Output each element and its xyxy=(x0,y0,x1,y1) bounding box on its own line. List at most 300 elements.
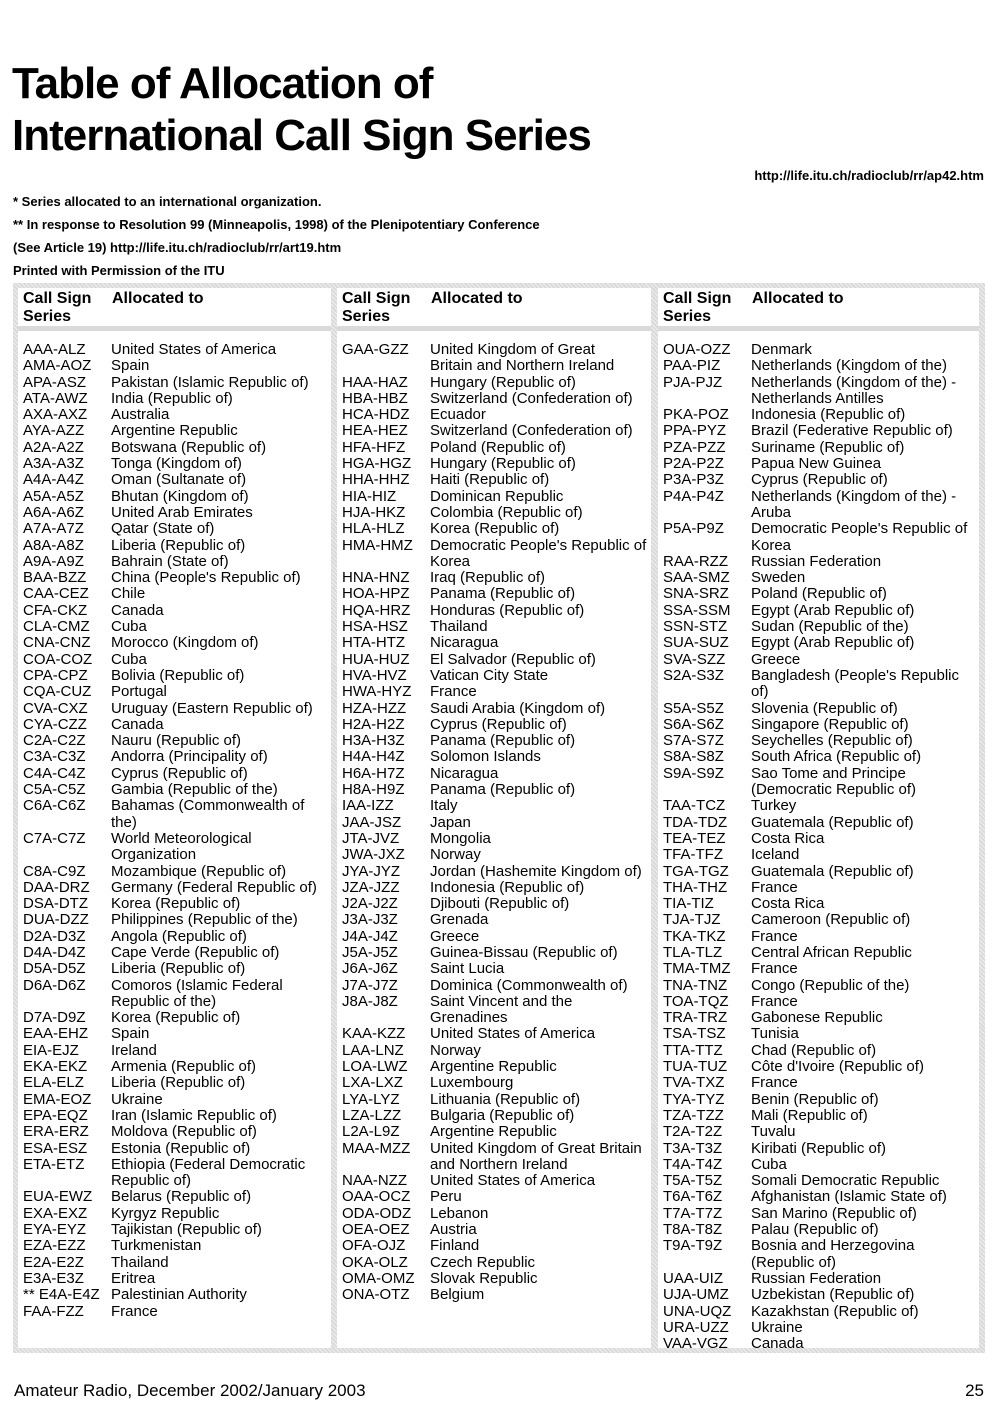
call-sign-series: P4A-P4Z xyxy=(663,487,724,505)
table-row xyxy=(18,375,331,391)
note-line: (See Article 19) http://life.itu.ch/radioclub/rr/art19.htm xyxy=(13,240,342,255)
call-sign-series: S5A-S5Z xyxy=(663,699,724,717)
allocated-to: Korea (Republic of) xyxy=(111,895,241,913)
allocated-to: Belgium xyxy=(430,1286,485,1304)
call-sign-series: TAA-TCZ xyxy=(663,797,726,815)
call-sign-series: FAA-FZZ xyxy=(23,1302,84,1320)
table-row xyxy=(337,1238,651,1254)
allocated-to: Turkey xyxy=(751,797,797,815)
table-row xyxy=(18,1010,331,1026)
allocated-to: Luxembourg xyxy=(430,1074,514,1092)
table-row xyxy=(18,358,331,374)
allocated-to: Chile xyxy=(111,585,146,603)
table-row xyxy=(337,570,651,586)
call-sign-series: T3A-T3Z xyxy=(663,1139,723,1157)
table-row xyxy=(658,1238,979,1271)
call-sign-series: HFA-HFZ xyxy=(342,438,406,456)
allocated-to: Congo (Republic of the) xyxy=(751,976,910,994)
table-row xyxy=(658,440,979,456)
allocation-table xyxy=(13,283,985,1353)
allocated-to: Greece xyxy=(430,927,480,945)
allocated-to: Spain xyxy=(111,1025,150,1043)
allocated-to: San Marino (Republic of) xyxy=(751,1204,917,1222)
allocated-to: Netherlands (Kingdom of the) xyxy=(751,357,947,375)
table-row xyxy=(337,717,651,733)
allocated-to: Seychelles (Republic of) xyxy=(751,732,913,750)
call-sign-series: T8A-T8Z xyxy=(663,1221,723,1239)
call-sign-series: TUA-TUZ xyxy=(663,1058,728,1076)
table-row xyxy=(18,489,331,505)
allocated-to: Saint Lucia xyxy=(430,960,505,978)
allocated-to: Guatemala (Republic of) xyxy=(751,813,914,831)
allocated-to: Japan xyxy=(430,813,471,831)
call-sign-series: E2A-E2Z xyxy=(23,1253,84,1271)
call-sign-series: CFA-CKZ xyxy=(23,601,88,619)
call-sign-series: J3A-J3Z xyxy=(342,911,398,929)
table-row xyxy=(337,912,651,928)
allocated-to: Panama (Republic of) xyxy=(430,732,576,750)
call-sign-series: ERA-ERZ xyxy=(23,1123,89,1141)
table-row xyxy=(337,1043,651,1059)
allocated-to: Hungary (Republic of) xyxy=(430,373,576,391)
allocated-to: Canada xyxy=(751,1335,804,1353)
call-sign-series: HGA-HGZ xyxy=(342,455,412,473)
allocated-to: Russian Federation xyxy=(751,1269,882,1287)
call-sign-series: BAA-BZZ xyxy=(23,569,87,587)
header-call-sign-series: Call Sign Series xyxy=(663,290,732,325)
table-row xyxy=(658,342,979,358)
table-row xyxy=(337,358,651,374)
allocated-to: Democratic People's Republic of Korea xyxy=(430,536,647,570)
table-row xyxy=(337,521,651,537)
call-sign-series: SUA-SUZ xyxy=(663,634,729,652)
call-sign-series: PJA-PJZ xyxy=(663,373,723,391)
table-row xyxy=(337,342,651,358)
call-sign-series: J2A-J2Z xyxy=(342,895,398,913)
allocated-to: Thailand xyxy=(111,1253,169,1271)
call-sign-series: A2A-A2Z xyxy=(23,438,84,456)
allocated-to: Liberia (Republic of) xyxy=(111,536,246,554)
table-row xyxy=(658,668,979,701)
table-row xyxy=(337,619,651,635)
footer-publication: Amateur Radio, December 2002/January 2003 xyxy=(14,1381,366,1400)
table-row xyxy=(337,880,651,896)
call-sign-series: A9A-A9Z xyxy=(23,552,84,570)
call-sign-series: GAA-GZZ xyxy=(342,341,409,358)
table-row xyxy=(658,717,979,733)
table-rows xyxy=(337,331,651,1304)
table-row xyxy=(658,635,979,651)
allocated-to: Dominican Republic xyxy=(430,487,564,505)
call-sign-series: T6A-T6Z xyxy=(663,1188,723,1206)
allocated-to: Cyprus (Republic of) xyxy=(430,715,567,733)
table-row xyxy=(658,896,979,912)
allocated-to: Dominica (Commonwealth of) xyxy=(430,976,628,994)
allocated-to: Guinea-Bissau (Republic of) xyxy=(430,943,618,961)
table-row xyxy=(337,733,651,749)
allocated-to: Nicaragua xyxy=(430,634,499,652)
allocated-to: Korea (Republic of) xyxy=(430,520,560,538)
table-row xyxy=(337,668,651,684)
table-row xyxy=(18,472,331,488)
table-row xyxy=(18,912,331,928)
allocated-to: Bahrain (State of) xyxy=(111,552,229,570)
allocated-to: Vatican City State xyxy=(430,666,549,684)
table-row xyxy=(658,603,979,619)
table-row xyxy=(337,766,651,782)
table-row xyxy=(658,375,979,408)
allocated-to: Norway xyxy=(430,1041,481,1059)
allocated-to: Germany (Federal Republic of) xyxy=(111,878,317,896)
table-row xyxy=(337,1059,651,1075)
call-sign-series: P5A-P9Z xyxy=(663,520,724,538)
call-sign-series: TJA-TJZ xyxy=(663,911,721,929)
allocated-to: Uzbekistan (Republic of) xyxy=(751,1286,915,1304)
call-sign-series: H6A-H7Z xyxy=(342,764,405,782)
allocated-to: Suriname (Republic of) xyxy=(751,438,905,456)
call-sign-series: EMA-EOZ xyxy=(23,1090,92,1108)
table-row xyxy=(18,440,331,456)
allocated-to: Poland (Republic of) xyxy=(751,585,887,603)
table-row xyxy=(658,929,979,945)
call-sign-series: C4A-C4Z xyxy=(23,764,86,782)
table-row xyxy=(658,489,979,522)
table-row xyxy=(18,798,331,831)
call-sign-series: ODA-ODZ xyxy=(342,1204,412,1222)
call-sign-series: SVA-SZZ xyxy=(663,650,726,668)
table-row xyxy=(18,896,331,912)
allocated-to: Canada xyxy=(111,601,164,619)
call-sign-series: DAA-DRZ xyxy=(23,878,90,896)
allocated-to: Finland xyxy=(430,1237,480,1255)
table-row xyxy=(18,1108,331,1124)
call-sign-series: E3A-E3Z xyxy=(23,1269,84,1287)
call-sign-series: T5A-T5Z xyxy=(663,1172,723,1190)
call-sign-series: LYA-LYZ xyxy=(342,1090,400,1108)
call-sign-series: TOA-TQZ xyxy=(663,992,729,1010)
allocated-to: France xyxy=(751,878,798,896)
allocated-to: Cyprus (Republic of) xyxy=(111,764,248,782)
column-header xyxy=(337,288,651,331)
allocated-to: Gabonese Republic xyxy=(751,1009,883,1027)
allocated-to: Solomon Islands xyxy=(430,748,541,766)
table-row xyxy=(658,945,979,961)
call-sign-series: OAA-OCZ xyxy=(342,1188,411,1206)
call-sign-series: S6A-S6Z xyxy=(663,715,724,733)
call-sign-series: HOA-HPZ xyxy=(342,585,410,603)
allocated-to: Saudi Arabia (Kingdom of) xyxy=(430,699,606,717)
call-sign-series: HCA-HDZ xyxy=(342,406,410,424)
table-row xyxy=(658,994,979,1010)
allocated-to: Nicaragua xyxy=(430,764,499,782)
table-row xyxy=(18,635,331,651)
table-row xyxy=(18,407,331,423)
table-row xyxy=(337,1287,651,1303)
allocated-to: Indonesia (Republic of) xyxy=(430,878,585,896)
call-sign-series: A6A-A6Z xyxy=(23,503,84,521)
allocated-to: United States of America xyxy=(430,1025,596,1043)
allocated-to: Panama (Republic of) xyxy=(430,585,576,603)
allocated-to: Liberia (Republic of) xyxy=(111,1074,246,1092)
allocated-to: Somali Democratic Republic xyxy=(751,1172,940,1190)
table-row xyxy=(18,929,331,945)
table-row xyxy=(658,1010,979,1026)
allocated-to: Singapore (Republic of) xyxy=(751,715,909,733)
call-sign-series: D6A-D6Z xyxy=(23,976,86,994)
allocated-to: Pakistan (Islamic Republic of) xyxy=(111,373,309,391)
table-row xyxy=(337,1255,651,1271)
table-row xyxy=(18,1222,331,1238)
table-row xyxy=(18,342,331,358)
page-number: 25 xyxy=(965,1381,984,1400)
allocated-to: Kyrgyz Republic xyxy=(111,1204,220,1222)
table-row xyxy=(658,1124,979,1140)
allocated-to: Guatemala (Republic of) xyxy=(751,862,914,880)
call-sign-series: CYA-CZZ xyxy=(23,715,87,733)
call-sign-series: HUA-HUZ xyxy=(342,650,410,668)
table-row xyxy=(18,1271,331,1287)
notes xyxy=(13,190,540,282)
call-sign-series: C8A-C9Z xyxy=(23,862,86,880)
allocated-to: Slovenia (Republic of) xyxy=(751,699,898,717)
allocated-to: Nauru (Republic of) xyxy=(111,732,242,750)
table-row xyxy=(18,1255,331,1271)
table-row xyxy=(18,1157,331,1190)
call-sign-series: SSA-SSM xyxy=(663,601,731,619)
table-row xyxy=(18,1043,331,1059)
call-sign-series: CLA-CMZ xyxy=(23,618,90,636)
allocated-to: Grenada xyxy=(430,911,489,929)
call-sign-series: PAA-PIZ xyxy=(663,357,721,375)
table-row xyxy=(658,1092,979,1108)
allocated-to: United Arab Emirates xyxy=(111,503,253,521)
table-row xyxy=(337,847,651,863)
allocated-to: Andorra (Principality of) xyxy=(111,748,268,766)
call-sign-series: TEA-TEZ xyxy=(663,829,726,847)
table-row xyxy=(658,358,979,374)
table-row xyxy=(337,831,651,847)
call-sign-series: S7A-S7Z xyxy=(663,732,724,750)
table-row xyxy=(658,570,979,586)
call-sign-series: PKA-POZ xyxy=(663,406,729,424)
table-row xyxy=(18,961,331,977)
allocated-to: Eritrea xyxy=(111,1269,156,1287)
call-sign-series: UAA-UIZ xyxy=(663,1269,723,1287)
call-sign-series: T4A-T4Z xyxy=(663,1155,723,1173)
table-row xyxy=(18,831,331,864)
allocated-to: Sweden xyxy=(751,569,806,587)
allocated-to: Afghanistan (Islamic State of) xyxy=(751,1188,947,1206)
allocated-to: Ecuador xyxy=(430,406,486,424)
call-sign-series: TIA-TIZ xyxy=(663,895,714,913)
table-row xyxy=(658,1026,979,1042)
call-sign-series: LZA-LZZ xyxy=(342,1106,402,1124)
table-row xyxy=(658,407,979,423)
allocated-to: Costa Rica xyxy=(751,829,825,847)
table-row xyxy=(658,1222,979,1238)
call-sign-series: P3A-P3Z xyxy=(663,471,724,489)
call-sign-series: OEA-OEZ xyxy=(342,1221,410,1239)
call-sign-series: COA-COZ xyxy=(23,650,93,668)
table-row xyxy=(337,815,651,831)
call-sign-series: C7A-C7Z xyxy=(23,829,86,847)
allocated-to: United States of America xyxy=(111,341,277,358)
call-sign-series: EYA-EYZ xyxy=(23,1221,87,1239)
call-sign-series: HEA-HEZ xyxy=(342,422,408,440)
call-sign-series: TSA-TSZ xyxy=(663,1025,726,1043)
table-column-3 xyxy=(658,288,979,1353)
allocated-to: Italy xyxy=(430,797,458,815)
call-sign-series: PPA-PYZ xyxy=(663,422,727,440)
column-header xyxy=(18,288,331,331)
allocated-to: World Meteorological Organization xyxy=(111,829,252,864)
table-row xyxy=(18,1124,331,1140)
allocated-to: Switzerland (Confederation of) xyxy=(430,389,633,407)
call-sign-series: NAA-NZZ xyxy=(342,1172,407,1190)
table-row xyxy=(18,538,331,554)
table-row xyxy=(658,1336,979,1352)
table-row xyxy=(658,912,979,928)
call-sign-series: CQA-CUZ xyxy=(23,683,92,701)
table-row xyxy=(337,603,651,619)
allocated-to: Spain xyxy=(111,357,150,375)
table-row xyxy=(658,798,979,814)
table-row xyxy=(18,864,331,880)
allocated-to: Tajikistan (Republic of) xyxy=(111,1221,262,1239)
table-row xyxy=(658,1075,979,1091)
call-sign-series: C5A-C5Z xyxy=(23,781,86,799)
allocated-to: Comoros (Islamic Federal Republic of the) xyxy=(111,976,283,1010)
table-row xyxy=(658,1287,979,1303)
call-sign-series: OMA-OMZ xyxy=(342,1269,415,1287)
table-row xyxy=(658,815,979,831)
allocated-to: El Salvador (Republic of) xyxy=(430,650,596,668)
allocated-to: Cuba xyxy=(751,1155,787,1173)
call-sign-series: S9A-S9Z xyxy=(663,764,724,782)
call-sign-series: H3A-H3Z xyxy=(342,732,405,750)
table-row xyxy=(18,1075,331,1091)
call-sign-series xyxy=(337,358,430,374)
title-line-1: Table of Allocation of xyxy=(12,59,433,108)
allocated-to: Angola (Republic of) xyxy=(111,927,247,945)
call-sign-series: URA-UZZ xyxy=(663,1318,729,1336)
call-sign-series: CVA-CXZ xyxy=(23,699,88,717)
call-sign-series: AYA-AZZ xyxy=(23,422,85,440)
call-sign-series: THA-THZ xyxy=(663,878,728,896)
table-row xyxy=(337,375,651,391)
table-row xyxy=(658,847,979,863)
call-sign-series: SNA-SRZ xyxy=(663,585,729,603)
call-sign-series: D2A-D3Z xyxy=(23,927,86,945)
allocated-to: Palau (Republic of) xyxy=(751,1221,879,1239)
allocated-to: France xyxy=(751,927,798,945)
call-sign-series: HNA-HNZ xyxy=(342,569,410,587)
call-sign-series: DSA-DTZ xyxy=(23,895,88,913)
call-sign-series: APA-ASZ xyxy=(23,373,87,391)
allocated-to: Bahamas (Commonwealth of the) xyxy=(111,797,305,831)
table-row xyxy=(658,1059,979,1075)
call-sign-series: HVA-HVZ xyxy=(342,666,407,684)
call-sign-series: VAA-VGZ xyxy=(663,1335,728,1353)
allocated-to: Cameroon (Republic of) xyxy=(751,911,911,929)
call-sign-series: JYA-JYZ xyxy=(342,862,401,880)
allocated-to: Djibouti (Republic of) xyxy=(430,895,570,913)
allocated-to: Sao Tome and Principe (Democratic Republic of) xyxy=(751,764,917,799)
table-row xyxy=(337,440,651,456)
table-row xyxy=(18,668,331,684)
table-row xyxy=(337,1026,651,1042)
call-sign-series: TKA-TKZ xyxy=(663,927,726,945)
call-sign-series: EXA-EXZ xyxy=(23,1204,88,1222)
allocated-to: Canada xyxy=(111,715,164,733)
allocated-to: Britain and Northern Ireland xyxy=(430,357,615,375)
allocated-to: Greece xyxy=(751,650,801,668)
table-row xyxy=(658,1141,979,1157)
allocated-to: Ethiopia (Federal Democratic Republic of) xyxy=(111,1155,306,1190)
call-sign-series: HMA-HMZ xyxy=(342,536,413,554)
allocated-to: Haiti (Republic of) xyxy=(430,471,550,489)
table-row xyxy=(337,1206,651,1222)
table-row xyxy=(658,701,979,717)
note-line: Printed with Permission of the ITU xyxy=(13,263,225,278)
table-row xyxy=(337,929,651,945)
table-row xyxy=(337,1108,651,1124)
table-row xyxy=(658,1320,979,1336)
table-row xyxy=(18,1092,331,1108)
table-row xyxy=(658,733,979,749)
table-row xyxy=(18,684,331,700)
allocated-to: Indonesia (Republic of) xyxy=(751,406,906,424)
call-sign-series: LAA-LNZ xyxy=(342,1041,404,1059)
allocated-to: Czech Republic xyxy=(430,1253,536,1271)
call-sign-series: AMA-AOZ xyxy=(23,357,92,375)
allocated-to: Sudan (Republic of the) xyxy=(751,618,909,636)
table-row xyxy=(18,1206,331,1222)
table-row xyxy=(337,1271,651,1287)
table-row xyxy=(658,586,979,602)
allocated-to: Palestinian Authority xyxy=(111,1286,247,1304)
call-sign-series: TDA-TDZ xyxy=(663,813,728,831)
note-line: ** In response to Resolution 99 (Minneapolis, 1998) of the Plenipotentiary Conference xyxy=(13,217,540,232)
table-row xyxy=(658,619,979,635)
title-line-2: International Call Sign Series xyxy=(12,111,591,160)
call-sign-series: T7A-T7Z xyxy=(663,1204,723,1222)
table-row xyxy=(18,945,331,961)
call-sign-series: A3A-A3Z xyxy=(23,455,84,473)
call-sign-series: EUA-EWZ xyxy=(23,1188,93,1206)
table-row xyxy=(658,1173,979,1189)
call-sign-series: TNA-TNZ xyxy=(663,976,728,994)
allocated-to: Korea (Republic of) xyxy=(111,1009,241,1027)
allocated-to: Argentine Republic xyxy=(430,1123,557,1141)
table-rows xyxy=(18,331,331,1320)
allocated-to: Costa Rica xyxy=(751,895,825,913)
call-sign-series: TRA-TRZ xyxy=(663,1009,728,1027)
call-sign-series: TZA-TZZ xyxy=(663,1106,724,1124)
table-row xyxy=(337,1222,651,1238)
allocated-to: Papua New Guinea xyxy=(751,455,882,473)
allocated-to: Morocco (Kingdom of) xyxy=(111,634,259,652)
table-row xyxy=(18,1059,331,1075)
allocated-to: Bangladesh (People's Republic of) xyxy=(751,666,960,701)
allocated-to: Egypt (Arab Republic of) xyxy=(751,634,915,652)
allocated-to: Ukraine xyxy=(111,1090,163,1108)
table-row xyxy=(18,733,331,749)
call-sign-series: JZA-JZZ xyxy=(342,878,400,896)
table-row xyxy=(337,456,651,472)
allocated-to: Saint Vincent and the Grenadines xyxy=(430,992,573,1027)
allocated-to: Cuba xyxy=(111,618,147,636)
